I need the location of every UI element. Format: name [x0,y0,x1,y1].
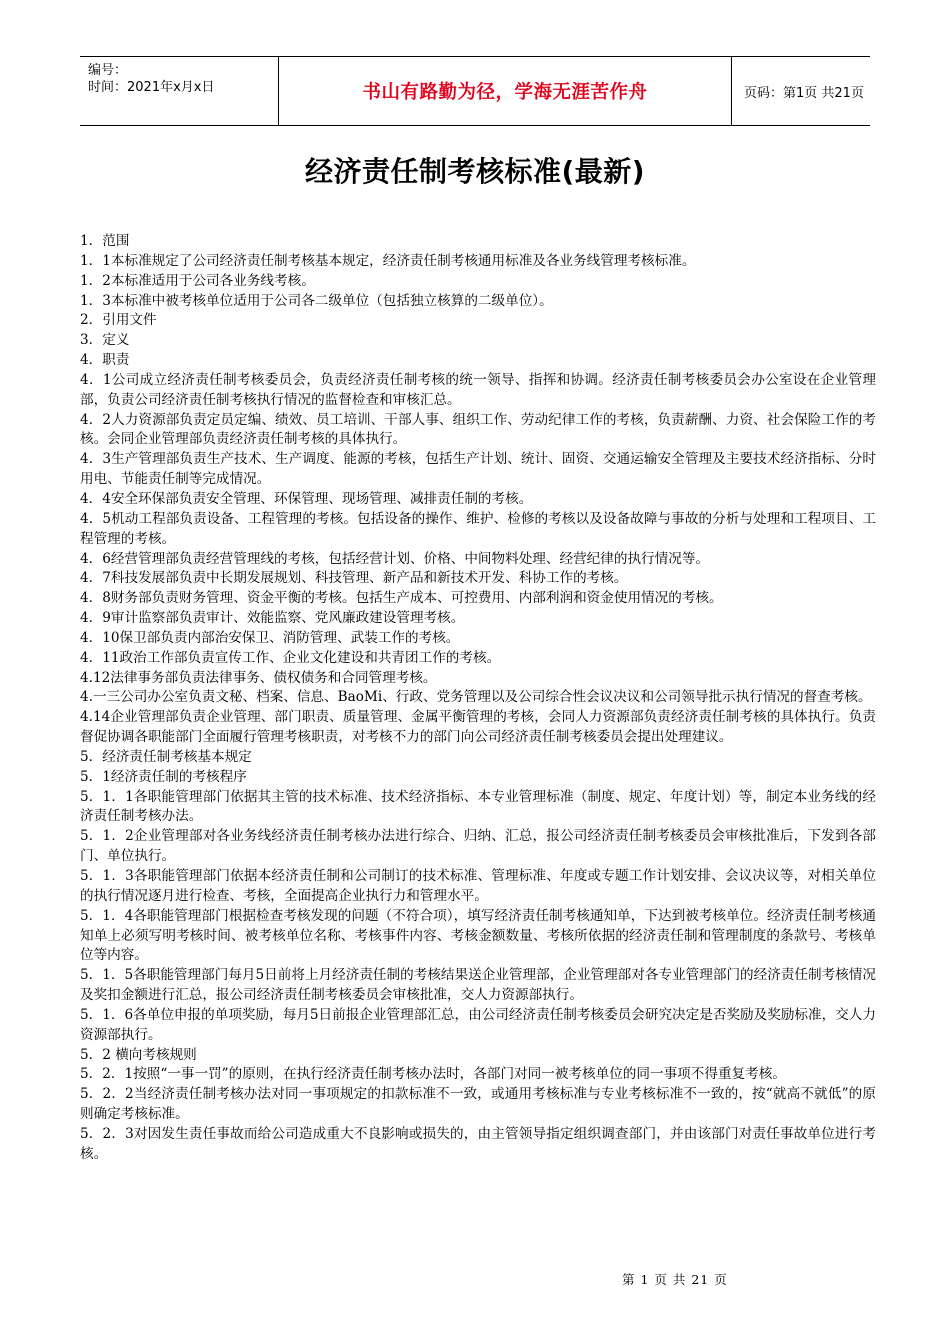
body-paragraph: 4．5机动工程部负责设备、工程管理的考核。包括设备的操作、维护、检修的考核以及设备故障与事故的分析与处理和工程项目、工程管理的考核。 [80,510,876,547]
body-paragraph: 5．1．6各单位申报的单项奖励，每月5日前报企业管理部汇总，由公司经济责任制考核委员会研究决定是否奖励及奖励标准，交人力资源部执行。 [80,1006,876,1043]
body-paragraph: 5．1．4各职能管理部门根据检查考核发现的问题（不符合项），填写经济责任制考核通知单，下达到被考核单位。经济责任制考核通知单上必须写明考核时间、被考核单位名称、考核事件内容、考核金额数量、考核所依据的经济责任制和管理制度的条款号、考核单位等内容。 [80,907,876,964]
body-paragraph: 4．8财务部负责财务管理、资金平衡的考核。包括生产成本、可控费用、内部利润和资金使用情况的考核。 [80,590,723,607]
body-paragraph: 3．定义 [80,332,130,349]
header-meta [80,57,278,125]
body-paragraph: 5．2 横向考核规则 [80,1046,197,1063]
body-paragraph: 4．3生产管理部负责生产技术、生产调度、能源的考核，包括生产计划、统计、固资、交通运输安全管理及主要技术经济指标、分时用电、节能责任制等完成情况。 [80,451,876,488]
body-paragraph: 1．2本标准适用于公司各业务线考核。 [80,272,315,289]
date-line: 时间：2021年x月x日 [88,80,215,95]
body-paragraph: 4．2人力资源部负责定员定编、绩效、员工培训、干部人事、组织工作、劳动纪律工作的考核，负责薪酬、力资、社会保险工作的考核。会同企业管理部负责经济责任制考核的具体执行。 [80,411,876,448]
body-paragraph: 4．11政治工作部负责宣传工作、企业文化建设和共青团工作的考核。 [80,649,501,666]
body-paragraph: 5．1．1各职能管理部门依据其主管的技术标准、技术经济指标、本专业管理标准（制度、规定、年度计划）等，制定本业务线的经济责任制考核办法。 [80,788,876,825]
body-paragraph: 4.12法律事务部负责法律事务、债权债务和合同管理考核。 [80,669,437,686]
header-motto-cell [278,57,732,125]
body-paragraph: 5．2．2当经济责任制考核办法对同一事项规定的扣款标准不一致，或通用考核标准与专业考核标准不一致的，按“就高不就低”的原则确定考核标准。 [80,1086,876,1123]
body-paragraph: 5．1．5各职能管理部门每月5日前将上月经济责任制的考核结果送企业管理部，企业管理部对各专业管理部门的经济责任制考核情况及奖扣金额进行汇总，报公司经济责任制考核委员会审核批准，交人力资源部执行。 [80,967,876,1004]
header-page-info: 页码：第1页 共21页 [744,85,864,101]
body-paragraph: 5．1．3各职能管理部门依据本经济责任制和公司制订的技术标准、管理标准、年度或专题工作计划安排、会议决议等，对相关单位的执行情况逐月进行检查、考核，全面提高企业执行力和管理水平。 [80,868,876,904]
body-paragraph: 1．3本标准中被考核单位适用于公司各二级单位（包括独立核算的二级单位）。 [80,292,553,309]
body-paragraph: 5．2．3对因发生责任事故而给公司造成重大不良影响或损失的，由主管领导指定组织调查部门，并由该部门对责任事故单位进行考核。 [80,1125,876,1162]
body-paragraph: 4．4安全环保部负责安全管理、环保管理、现场管理、减排责任制的考核。 [80,490,533,507]
body-paragraph: 5．经济责任制考核基本规定 [80,748,252,765]
header-page-cell [732,57,870,125]
doc-number-label: 编号： [88,63,128,78]
body-paragraph: 4．9审计监察部负责审计、效能监察、党风廉政建设管理考核。 [80,610,465,627]
body-paragraph: 4．6经营管理部负责经营管理线的考核，包括经营计划、价格、中间物料处理、经营纪律的执行情况等。 [80,550,710,567]
document-body [80,232,876,1165]
body-paragraph: 1．1本标准规定了公司经济责任制考核基本规定，经济责任制考核通用标准及各业务线管理考核标准。 [80,252,696,269]
document-title: 经济责任制考核标准(最新) [304,155,646,188]
body-paragraph: 2．引用文件 [80,312,157,329]
body-paragraph: 1．范围 [80,233,130,249]
body-paragraph: 4．职责 [80,352,130,369]
body-paragraph: 4.14企业管理部负责企业管理、部门职责、质量管理、金属平衡管理的考核，会同人力资源部负责经济责任制考核的具体执行。负责督促协调各职能部门全面履行管理考核职责，对考核不力的部门向公司经济责任制考核委员会提出处理建议。 [80,709,876,746]
body-paragraph: 4．1公司成立经济责任制考核委员会，负责经济责任制考核的统一领导、指挥和协调。经济责任制考核委员会办公室设在企业管理部，负责公司经济责任制考核执行情况的监督检查和审核汇总。 [80,371,876,408]
body-paragraph: 4.一三公司办公室负责文秘、档案、信息、BaoMi、行政、党务管理以及公司综合性会议决议和公司领导批示执行情况的督查考核。 [80,689,872,706]
page-footer: 第 1 页 共 21 页 [622,1272,728,1287]
body-paragraph: 4．10保卫部负责内部治安保卫、消防管理、武装工作的考核。 [80,629,460,646]
body-paragraph: 5．1．2企业管理部对各业务线经济责任制考核办法进行综合、归纳、汇总，报公司经济责任制考核委员会审核批准后，下发到各部门、单位执行。 [80,828,876,865]
body-paragraph: 4．7科技发展部负责中长期发展规划、科技管理、新产品和新技术开发、科协工作的考核。 [80,570,628,587]
body-paragraph: 5．1经济责任制的考核程序 [80,768,247,785]
body-paragraph: 5．2．1按照“一事一罚”的原则，在执行经济责任制考核办法时，各部门对同一被考核单位的同一事项不得重复考核。 [80,1066,786,1083]
page-header [80,56,870,126]
header-motto: 书山有路勤为径，学海无涯苦作舟 [362,82,648,103]
